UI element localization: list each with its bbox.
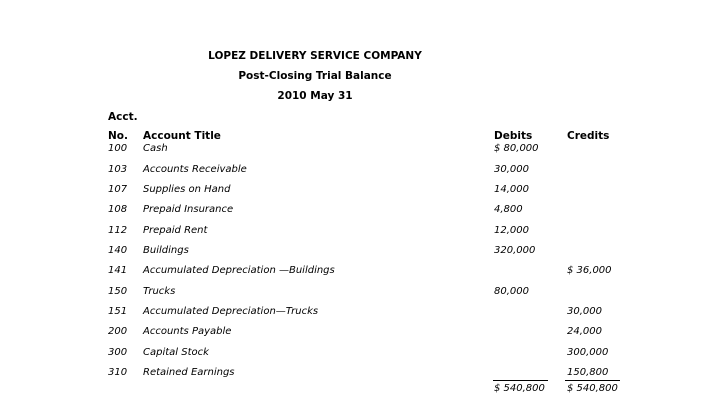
account-title: Trucks [143,286,176,297]
debit-total: $ 540,800 [494,383,545,394]
report-date: 2010 May 31 [277,90,353,102]
credit-amount: $ 36,000 [567,265,612,276]
account-title: Accumulated Depreciation—Trucks [143,306,319,317]
account-number: 103 [108,164,128,175]
account-number: 112 [108,225,128,236]
table-row [0,184,710,200]
account-number: 107 [108,184,128,195]
debit-amount: 14,000 [494,184,529,195]
account-title: Buildings [143,245,189,256]
table-row [0,164,710,180]
account-title: Accounts Receivable [143,164,247,175]
account-number: 200 [108,326,128,337]
table-row [0,347,710,363]
acct-header-line2: No. [108,130,128,142]
account-number: 108 [108,204,128,215]
table-row [0,286,710,302]
account-title: Capital Stock [143,347,209,358]
table-row [0,225,710,241]
table-row [0,265,710,281]
debit-amount: $ 80,000 [494,143,539,154]
account-title: Supplies on Hand [143,184,231,195]
account-number: 150 [108,286,128,297]
credit-amount: 150,800 [567,367,609,378]
credit-total-rule [565,380,620,381]
credits-header: Credits [567,130,610,142]
account-title: Prepaid Insurance [143,204,234,215]
debit-amount: 80,000 [494,286,529,297]
account-number: 310 [108,367,128,378]
account-title: Retained Earnings [143,367,235,378]
account-number: 140 [108,245,128,256]
account-title: Prepaid Rent [143,225,208,236]
debit-amount: 30,000 [494,164,529,175]
table-row [0,204,710,220]
table-row [0,326,710,342]
debit-amount: 12,000 [494,225,529,236]
report-title: Post-Closing Trial Balance [238,70,392,82]
account-title: Accumulated Depreciation —Buildings [143,265,335,276]
account-number: 100 [108,143,128,154]
account-title-header: Account Title [143,130,221,142]
table-row [0,143,710,159]
debit-amount: 320,000 [494,245,536,256]
credit-total: $ 540,800 [567,383,618,394]
credit-amount: 24,000 [567,326,602,337]
cropped-text-fragment [0,410,360,417]
account-number: 151 [108,306,128,317]
account-title: Cash [143,143,168,154]
account-title: Accounts Payable [143,326,232,337]
table-row [0,245,710,261]
account-number: 300 [108,347,128,358]
account-number: 141 [108,265,128,276]
company-name: LOPEZ DELIVERY SERVICE COMPANY [208,50,422,62]
debit-total-rule [493,380,548,381]
debit-amount: 4,800 [494,204,523,215]
credit-amount: 30,000 [567,306,602,317]
debits-header: Debits [494,130,533,142]
table-row [0,306,710,322]
credit-amount: 300,000 [567,347,609,358]
acct-header-line1: Acct. [108,111,138,123]
